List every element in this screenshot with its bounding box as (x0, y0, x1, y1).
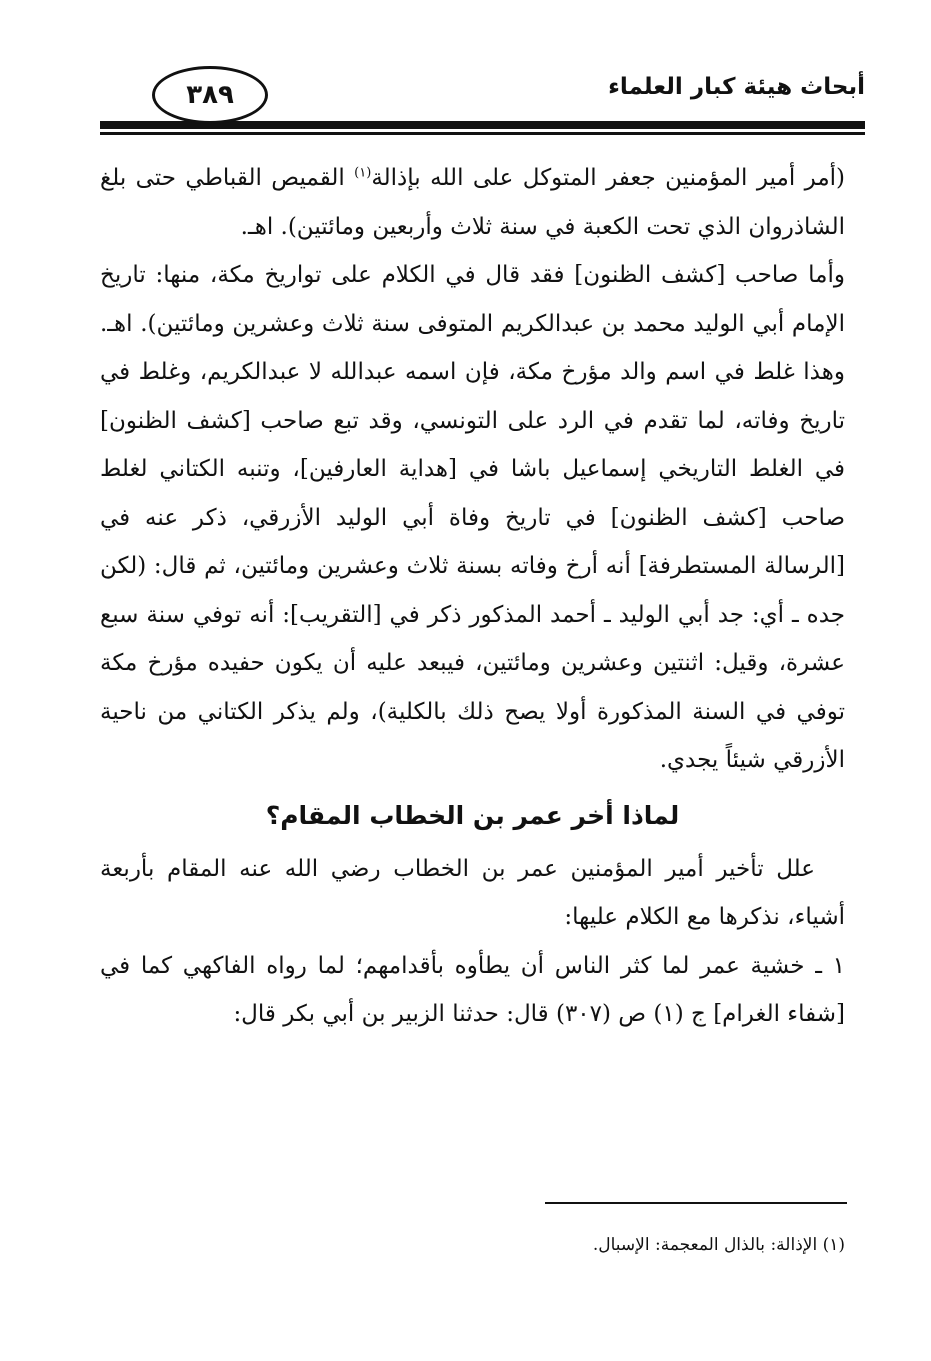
footnote-reference-1[interactable]: (١) (354, 165, 372, 181)
page-number: ٣٨٩ (186, 80, 234, 110)
paragraph-reasons-intro: علل تأخير أمير المؤمنين عمر بن الخطاب رضي الله عنه المقام بأربعة أشياء، نذكرها مع الكلام عليها: (100, 855, 845, 930)
page-header (100, 66, 865, 136)
paragraph-reason-1: ١ ـ خشية عمر لما كثر الناس أن يطأوه بأقدامهم؛ لما رواه الفاكهي كما في [شفاء الغرام] ج (١) ص (٣٠٧) قال: حدثنا الزبير بن أبي بكر قال: (100, 952, 845, 1027)
footnote-separator (545, 1202, 847, 1204)
page-number-oval (152, 66, 268, 124)
paragraph-quote-kiswa-start: (أمر أمير المؤمنين جعفر المتوكل على الله بإذالة (371, 165, 846, 191)
paragraph-quote-kiswa-end: القميص القباطي حتى بلغ الشاذروان الذي تحت الكعبة في سنة ثلاث وأربعين ومائتين). اهـ. (100, 165, 845, 240)
running-header-title: أبحاث هيئة كبار العلماء (608, 74, 865, 100)
footnote-1: (١) الإذالة: بالذال المعجمة: الإسبال. (592, 1235, 845, 1255)
paragraph-quote-kiswa (100, 154, 845, 251)
section-heading: لماذا أخر عمر بن الخطاب المقام؟ (265, 800, 680, 830)
paragraph-kashf-al-zunun: وأما صاحب [كشف الظنون] فقد قال في الكلام على تواريخ مكة، منها: تاريخ الإمام أبي الوليد محمد بن عبدالكريم المتوفى سنة ثلاث وعشرين ومائتين). اهـ. وهذا غلط في اسم والد مؤرخ مكة، فإن اسمه عبدالله لا عبدالكريم، وغلط في تاريخ وفاته، لما تقدم في الرد على التونسي، وقد تبع صاحب [كشف الظنون] في الغلط التاريخي إسماعيل باشا في [هداية العارفين]، وتنبه الكتاني لغلط صاحب [كشف الظنون] في تاريخ وفاة أبي الوليد الأزرقي، ذكر عنه في [الرسالة المستطرفة] أنه أرخ وفاته بسنة ثلاث وعشرين ومائتين، ثم قال: (لكن جده ـ أي: جد أبي الوليد ـ أحمد المذكور ذكر في [التقريب]: أنه توفي سنة سبع عشرة، وقيل: اثنتين وعشرين ومائتين، فيبعد عليه أن يكون حفيده مؤرخ مكة توفي في السنة المذكورة أولا يصح ذلك بالكلية)، ولم يذكر الكتاني من ناحية الأزرقي شيئاً يجدي. (100, 262, 845, 773)
body-text (100, 154, 845, 1039)
header-rule-thin (100, 132, 865, 135)
